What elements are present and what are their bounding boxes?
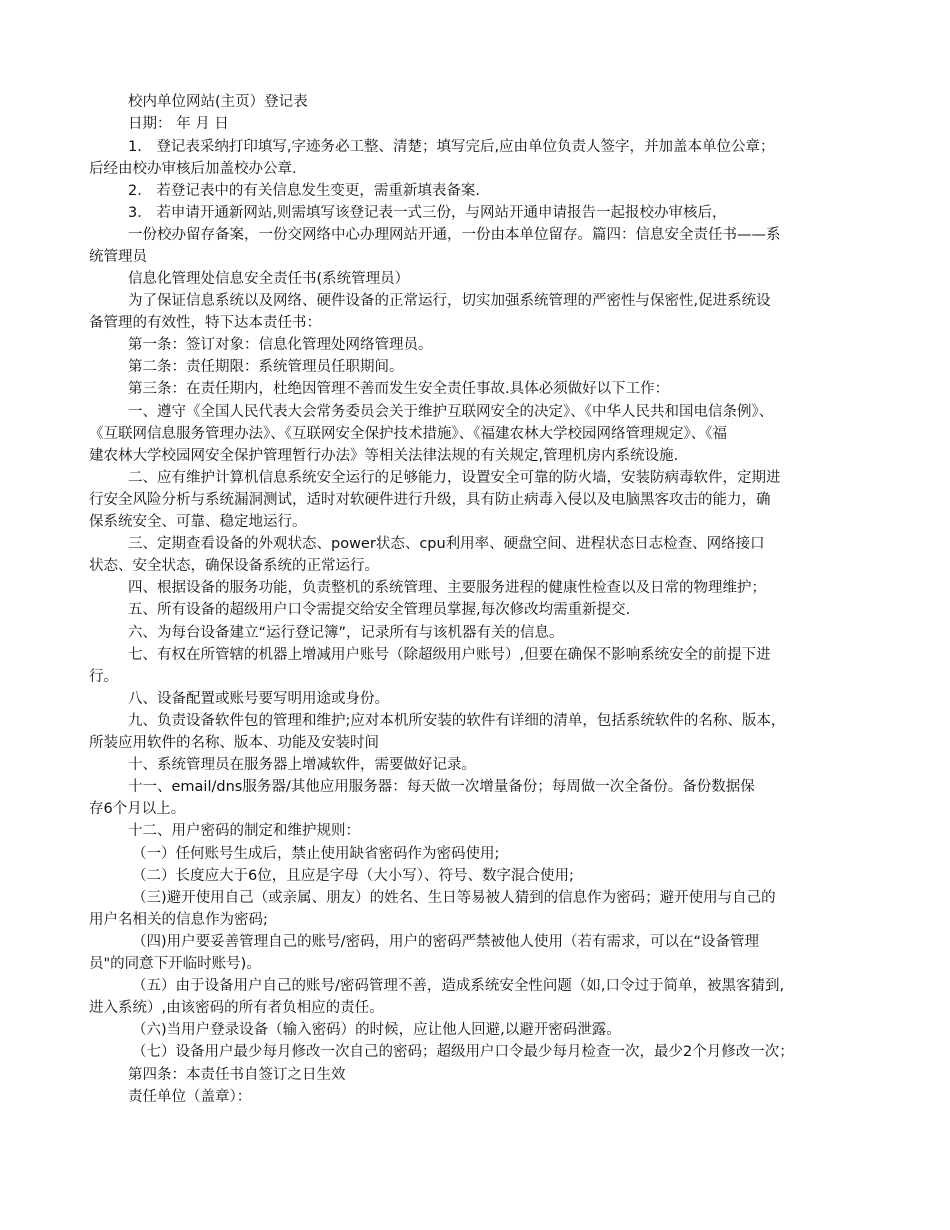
text-line: 二、应有维护计算机信息系统安全运行的足够能力，设置安全可靠的防火墙，安装防病毒软件，定期进: [128, 470, 781, 486]
text-line: 所装应用软件的名称、版本、功能及安装时间: [89, 735, 379, 751]
text-line: 八、设备配置或账号要写明用途或身份。: [128, 691, 389, 707]
text-line: 存6个月以上。: [89, 801, 186, 817]
text-line: （二）长度应大于6位，且应是字母（大小写）、符号、数字混合使用;: [132, 868, 574, 884]
text-line: 十、系统管理员在服务器上增减软件，需要做好记录。: [128, 757, 476, 773]
section-title: 信息化管理处信息安全责任书(系统管理员）: [128, 271, 410, 287]
text-line: （三)避开使用自己（或亲属、朋友）的姓名、生日等易被人猜到的信息作为密码；避开使用与自己的: [132, 890, 776, 906]
text-line: 员"的同意下开临时账号)。: [89, 956, 261, 972]
text-line: 第二条：责任期限：系统管理员任职期间。: [128, 359, 404, 375]
text-line: （四)用户要妥善管理自己的账号/密码，用户的密码严禁被他人使用（若有需求，可以在“设备管理: [132, 934, 760, 950]
text-line: 十一、email/dns服务器/其他应用服务器：每天做一次增量备份；每周做一次全备份。备份数据保: [128, 779, 755, 795]
text-line: 第三条：在责任期内，杜绝因管理不善而发生安全责任事故.具体必须做好以下工作：: [128, 381, 670, 397]
text-line: 2． 若登记表中的有关信息发生变更，需重新填表备案.: [128, 183, 480, 199]
text-line: 四、根据设备的服务功能，负责整机的系统管理、主要服务进程的健康性检查以及日常的物理维护；: [128, 580, 766, 596]
text-line: 《互联网信息服务管理办法》、《互联网安全保护技术措施》、《福建农林大学校园网络管理规定》、《福: [89, 426, 727, 442]
form-title: 校内单位网站(主页）登记表: [128, 94, 308, 110]
text-line: 一、遵守《全国人民代表大会常务委员会关于维护互联网安全的决定》、《中华人民共和国电信条例》、: [128, 404, 774, 420]
text-line: 五、所有设备的超级用户口令需提交给安全管理员掌握,每次修改均需重新提交.: [128, 602, 631, 618]
text-line: 为了保证信息系统以及网络、硬件设备的正常运行，切实加强系统管理的严密性与保密性,促进系统设: [128, 293, 771, 309]
text-line: 统管理员: [89, 249, 147, 265]
text-line: 保系统安全、可靠、稳定地运行。: [89, 514, 307, 530]
text-line: 第一条：签订对象：信息化管理处网络管理员。: [128, 337, 433, 353]
text-line: （一）任何账号生成后，禁止使用缺省密码作为密码使用;: [132, 846, 500, 862]
text-line: 1． 登记表采纳打印填写,字迹务必工整、清楚；填写完后,应由单位负责人签字，并加盖本单位公章；: [128, 139, 775, 155]
text-line: 第四条：本责任书自签订之日生效: [128, 1067, 346, 1083]
text-line: 备管理的有效性，特下达本责任书：: [89, 315, 321, 331]
text-line: （七）设备用户最少每月修改一次自己的密码；超级用户口令最少每月检查一次，最少2个月修改一次；: [132, 1044, 794, 1060]
text-line: 3． 若申请开通新网站,则需填写该登记表一式三份，与网站开通申请报告一起报校办审核后，: [128, 205, 727, 221]
text-line: 建农林大学校园网安全保护管理暂行办法》等相关法律法规的有关规定,管理机房内系统设施.: [89, 448, 679, 464]
text-line: 十二、用户密码的制定和维护规则：: [128, 823, 360, 839]
text-line: 用户名相关的信息作为密码;: [89, 912, 268, 928]
text-line: 三、定期查看设备的外观状态、power状态、cpu利用率、硬盘空间、进程状态日志检查、网络接口: [128, 536, 765, 552]
text-line: 后经由校办审核后加盖校办公章.: [89, 161, 297, 177]
text-line: 行安全风险分析与系统漏洞测试，适时对软硬件进行升级，具有防止病毒入侵以及电脑黑客攻击的能力，确: [89, 492, 771, 508]
text-line: 状态、安全状态，确保设备系统的正常运行。: [89, 558, 379, 574]
text-line: 行。: [89, 669, 118, 685]
text-line: （五）由于设备用户自己的账号/密码管理不善，造成系统安全性问题（如,口令过于简单，被黑客猜到,: [132, 978, 785, 994]
text-line: 一份校办留存备案，一份交网络中心办理网站开通，一份由本单位留存。篇四：信息安全责任书——系: [128, 227, 781, 243]
date-line: 日期： 年 月 日: [128, 116, 229, 132]
text-line: 进入系统）,由该密码的所有者负相应的责任。: [89, 1000, 384, 1016]
text-line: 九、负责设备软件包的管理和维护;应对本机所安装的软件有详细的清单，包括系统软件的名称、版本，: [128, 713, 786, 729]
text-line: （六)当用户登录设备（输入密码）的时候，应让他人回避,以避开密码泄露。: [132, 1022, 621, 1038]
signature-label: 责任单位（盖章）：: [128, 1089, 252, 1105]
text-line: 七、有权在所管辖的机器上增减用户账号（除超级用户账号）,但要在确保不影响系统安全的前提下进: [128, 647, 771, 663]
text-line: 六、为每台设备建立“运行登记簿”，记录所有与该机器有关的信息。: [128, 625, 564, 641]
